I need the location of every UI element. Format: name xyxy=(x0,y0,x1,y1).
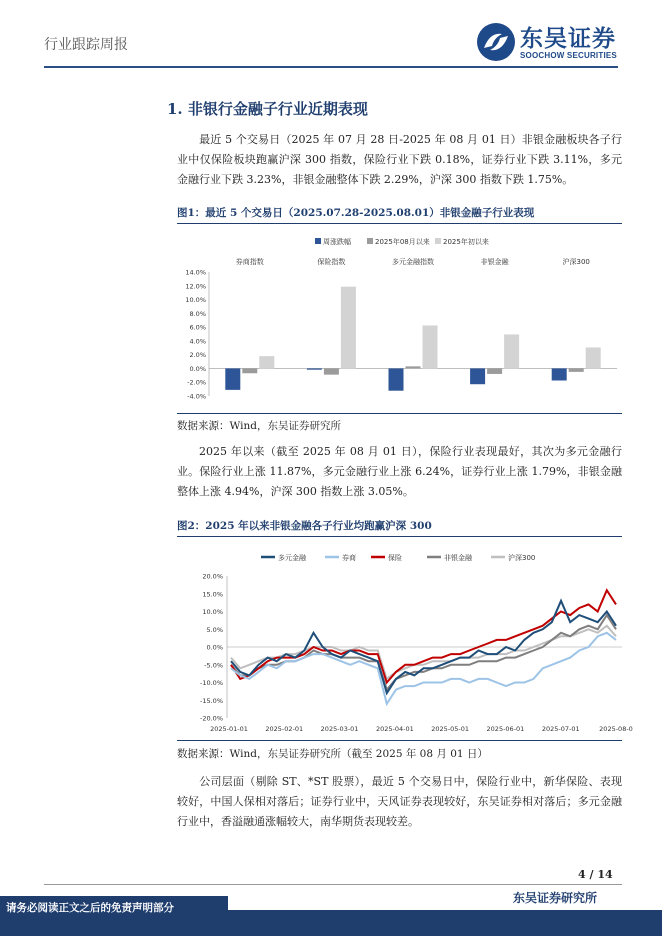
figure1-source: 数据来源：Wind，东吴证券研究所 xyxy=(177,420,341,432)
y-tick-label: 0.0% xyxy=(189,364,206,373)
y-tick-label: 5.0% xyxy=(206,625,223,634)
bar xyxy=(470,368,485,384)
y-tick-label: -5.0% xyxy=(204,661,223,670)
bar xyxy=(569,368,584,371)
legend-label: 保险 xyxy=(388,554,402,562)
paragraph-1 xyxy=(177,130,622,190)
line-chart xyxy=(177,540,633,740)
x-tick-label: 2025-03-01 xyxy=(320,725,359,733)
company-logo xyxy=(476,20,626,64)
legend-label: 多元金融 xyxy=(278,554,306,562)
bar xyxy=(242,368,257,373)
report-type: 行业跟踪周报 xyxy=(44,37,128,53)
bar xyxy=(324,368,339,374)
legend-label: 2025年08月以来 xyxy=(375,238,430,246)
bar xyxy=(406,366,421,368)
category-label: 券商指数 xyxy=(235,258,264,266)
category-label: 多元金融指数 xyxy=(392,258,434,266)
y-tick-label: 12.0% xyxy=(185,282,206,291)
bar xyxy=(389,368,404,390)
bar xyxy=(504,334,519,368)
bar xyxy=(225,368,240,389)
page-number: 4 / 14 xyxy=(578,868,613,881)
legend-swatch xyxy=(435,238,441,244)
x-tick-label: 2025-06-01 xyxy=(486,725,525,733)
legend-label: 周涨跌幅 xyxy=(323,238,351,246)
category-label: 非银金融 xyxy=(480,258,509,266)
logo-text-cn: 东吴证券 xyxy=(520,26,616,52)
section-title: 1. 非银行金融子行业近期表现 xyxy=(167,100,368,118)
y-tick-label: -10.0% xyxy=(200,679,223,687)
x-tick-label: 2025-02-01 xyxy=(265,725,304,733)
legend-swatch xyxy=(315,238,321,244)
y-tick-label: -15.0% xyxy=(200,696,223,705)
figure2-title: 图2：2025 年以来非银金融各子行业均跑赢沪深 300 xyxy=(177,518,622,537)
header-divider xyxy=(44,66,618,68)
y-tick-label: -2.0% xyxy=(187,378,206,387)
figure2-chart xyxy=(177,540,633,741)
bar xyxy=(423,325,438,368)
legend-label: 券商 xyxy=(342,554,356,562)
legend-swatch xyxy=(367,238,373,244)
x-tick-label: 2025-01-01 xyxy=(210,725,248,733)
logo-mark-icon xyxy=(476,22,516,62)
disclaimer-text: 请务必阅读正文之后的免责声明部分 xyxy=(6,902,174,914)
figure1-title: 图1：最近 5 个交易日（2025.07.28-2025.08.01）非银金融子行业表现 xyxy=(177,205,622,224)
y-tick-label: 4.0% xyxy=(189,337,206,346)
category-label: 沪深300 xyxy=(562,258,590,266)
figure2-source: 数据来源：Wind，东吴证券研究所（截至 2025 年 08 月 01 日） xyxy=(177,748,488,760)
bar xyxy=(307,368,322,369)
y-tick-label: 15.0% xyxy=(202,590,223,599)
y-tick-label: 2.0% xyxy=(189,351,206,360)
x-tick-label: 2025-08-0 xyxy=(599,725,633,733)
y-tick-label: -20.0% xyxy=(200,714,223,723)
y-tick-label: 0.0% xyxy=(206,643,223,652)
bar-chart xyxy=(177,226,622,412)
bar xyxy=(341,287,356,369)
footer-divider xyxy=(44,884,622,885)
legend-label: 沪深300 xyxy=(508,554,536,562)
bar xyxy=(487,368,502,374)
bar xyxy=(552,368,567,380)
paragraph-2 xyxy=(177,442,622,502)
disclaimer-tab xyxy=(0,896,228,918)
paragraph-3 xyxy=(177,772,622,832)
y-tick-label: 10.0% xyxy=(202,608,223,616)
y-tick-label: 20.0% xyxy=(202,572,223,581)
category-label: 保险指数 xyxy=(317,258,346,266)
x-tick-label: 2025-07-01 xyxy=(541,725,580,733)
paragraph-2-text: 2025 年以来（截至 2025 年 08 月 01 日），保险行业表现最好，其次为多元金融行业。保险行业上涨 11.87%，多元金融行业上涨 6.24%，证券行业上涨 1.79%，非银金融整体上涨 4.94%，沪深 300 指数上涨 3.05%。 xyxy=(177,445,622,498)
paragraph-3-text: 公司层面（剔除 ST、*ST 股票），最近 5 个交易日中，保险行业中，新华保险、表现较好，中国人保相对落后；证券行业中，天风证券表现较好，东吴证券相对落后；多元金融行业中，香溢融通涨幅较大，南华期货表现较差。 xyxy=(177,775,622,828)
x-tick-label: 2025-05-01 xyxy=(431,725,470,733)
y-tick-label: -4.0% xyxy=(187,392,206,401)
y-tick-label: 14.0% xyxy=(185,268,206,277)
legend-label: 非银金融 xyxy=(444,554,472,562)
y-tick-label: 10.0% xyxy=(185,296,206,305)
logo-text-en: SOOCHOW SECURITIES xyxy=(520,51,617,60)
bar xyxy=(586,347,601,368)
y-tick-label: 6.0% xyxy=(189,323,206,332)
y-tick-label: 8.0% xyxy=(189,309,206,318)
paragraph-1-text: 最近 5 个交易日（2025 年 07 月 28 日-2025 年 08 月 01 日）非银金融板块各子行业中仅保险板块跑赢沪深 300 指数，保险行业下跌 0.18%，证券行业下跌 3.11%，多元金融行业下跌 3.23%，非银金融整体下跌 2.29%，沪深 300 指数下跌 1.75%。 xyxy=(177,133,622,186)
figure1-chart xyxy=(177,226,622,414)
footer-org: 东吴证券研究所 xyxy=(513,891,598,905)
x-tick-label: 2025-04-01 xyxy=(375,725,414,733)
bar xyxy=(259,356,274,368)
series-line xyxy=(231,615,616,690)
legend-label: 2025年初以来 xyxy=(443,238,489,246)
